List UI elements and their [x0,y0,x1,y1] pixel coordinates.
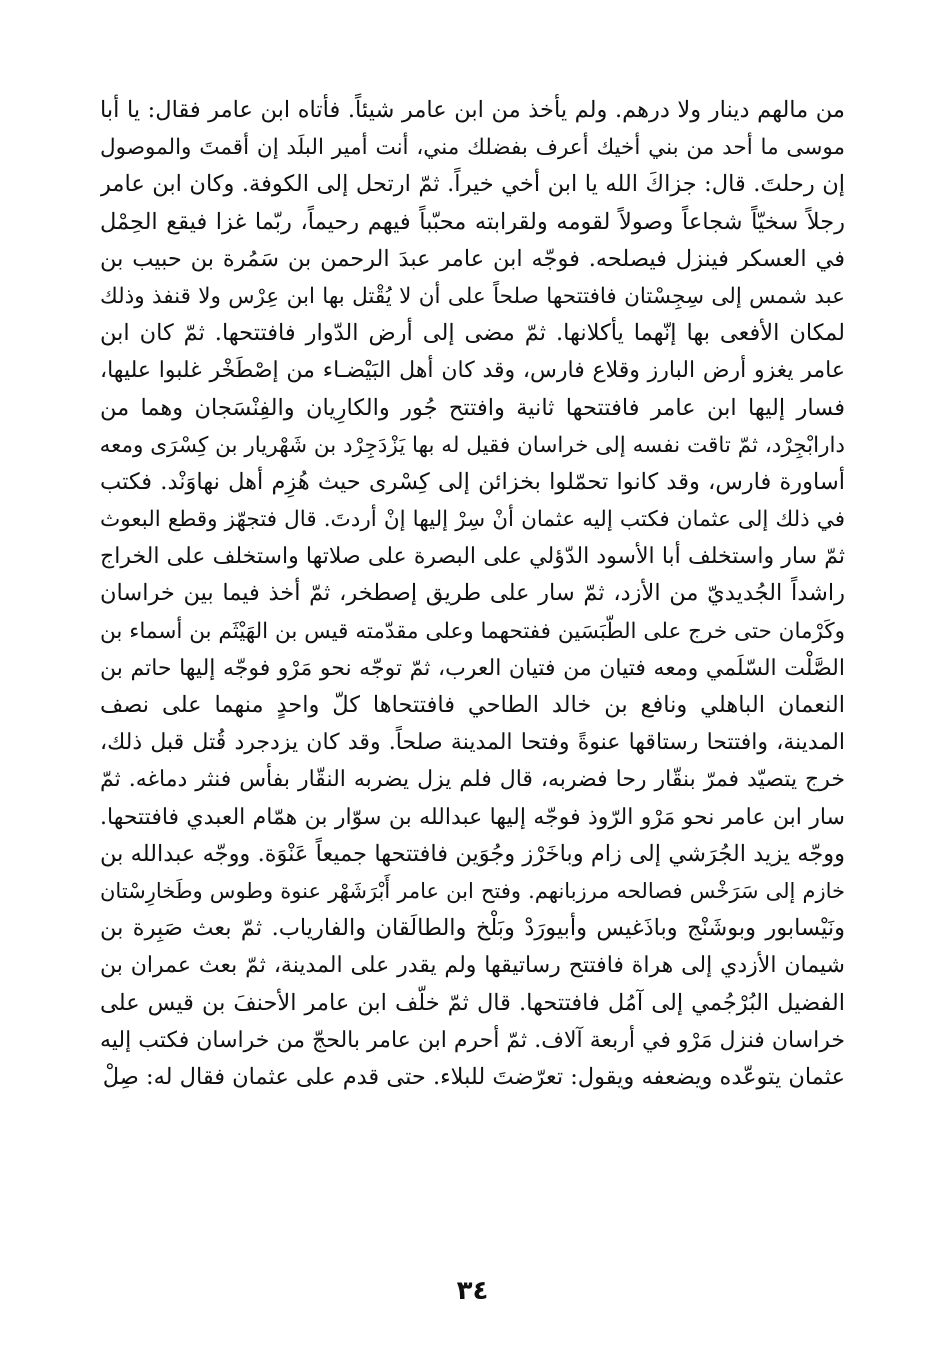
text-line: سار ابن عامر نحو مَرْو الرّوذ فوجّه إليها عبدالله بن سوّار بن همّام العبدي فافتتحها. [100,804,845,830]
text-line: خراسان فنزل مَرْو في أربعة آلاف. ثمّ أحرم ابن عامر بالحجّ من خراسان فكتب إليه [100,1027,845,1053]
text-line: لمكان الأفعى بها إنّهما يأكلانها. ثمّ مضى إلى أرض الدّوار فافتتحها. ثمّ كان ابن [100,320,845,347]
text-line: من مالهم دينار ولا درهم. ولم يأخذ من ابن عامر شيئاً. فأتاه ابن عامر فقال: يا أبا [100,97,845,123]
text-line: الصَّلْت السّلَمي ومعه فتيان من فتيان العرب، ثمّ توجّه نحو مَرْو فوجّه إليها حاتم بن [100,655,845,681]
page-number: ٣٤ [456,1276,489,1306]
text-line: شيمان الأزدي إلى هراة فافتتح رساتيقها ولم يقدر على المدينة، ثمّ بعث عمران بن [100,953,845,979]
text-line: ثمّ سار واستخلف أبا الأسود الدّؤلي على البصرة على صلاتها واستخلف على الخراج [100,544,845,570]
text-line: راشداً الجُديديّ من الأزد، ثمّ سار على طريق إصطخر، ثمّ أخذ فيما بين خراسان [100,580,845,607]
text-line: أساورة فارس، وقد كانوا تحمّلوا بخزائن إلى كِسْرى حيث هُزِم أهل نهاوَنْد. فكتب [100,468,845,495]
text-line: الفضيل البُرْجُمي إلى آمُل فافتتحها. قال ثمّ خلّف ابن عامر الأحنفَ بن قيس على [100,989,845,1016]
text-line: فسار إليها ابن عامر فافتتحها ثانية وافتتح جُور والكارِيان والفِنْسَجان وهما من [100,394,845,421]
text-line: المدينة، وافتتحا رستاقها عنوةً وفتحا المدينة صلحاً. وقد كان يزدجرد قُتل قبل ذلك، [100,730,845,756]
text-line: النعمان الباهلي ونافع بن خالد الطاحي فافتتحاها كلّ واحدٍ منهما على نصف [100,692,845,718]
text-line: إن رحلتَ. قال: جزاكَ الله يا ابن أخي خيراً. ثمّ ارتحل إلى الكوفة. وكان ابن عامر [100,171,845,198]
text-line: رجلاً سخيّاً شجاعاً وصولاً لقومه ولقرابته محبّباً فيهم رحيماً، ربّما غزا فيقع الحِمْل [100,208,845,235]
text-line: ونَيْسابور وبوشَنْج وباذَغيس وأبيورَدْ وبَلْخ والطالَقان والفارياب. ثمّ بعث صَبِرة بن [100,915,845,942]
text-line: وكَرْمان حتى خرج على الطّبَسَين ففتحهما وعلى مقدّمته قيس بن الهَيْثَم بن أسماء بن [100,618,845,644]
text-line: خرج يتصيّد فمرّ بنقّار رحا فضربه، قال فلم يزل يضربه النقّار بفأس فنثر دماغه. ثمّ [100,767,845,793]
text-line: في ذلك إلى عثمان فكتب إليه عثمان أنْ سِرْ إليها إنْ أردتَ. قال فتجهّز وقطع البعوث [100,507,845,533]
text-line: موسى ما أحد من بني أخيك أعرف بفضلك مني، أنت أمير البلَد إن أقمتَ والموصول [100,135,845,161]
text-line: دارابْجِرْد، ثمّ تاقت نفسه إلى خراسان فقيل له بها يَزْدَجِرْد بن شَهْريار بن كِسْرَى ومعه [100,432,845,458]
text-line: ووجّه يزيد الجُرَشي إلى زام وباخَرْز وجُوَين فافتتحها جميعاً عَنْوَة. ووجّه عبدالله بن [100,840,845,867]
text-line: خازم إلى سَرَخْس فصالحه مرزبانهم. وفتح ابن عامر أَبْرَشَهْر عنوة وطوس وطَخارِسْتان [100,878,845,903]
text-line: عثمان يتوعّده ويضعفه ويقول: تعرّضتَ للبلاء. حتى قدم على عثمان فقال له: صِلْ [102,1063,845,1090]
text-line: عبد شمس إلى سِجِسْتان فافتتحها صلحاً على أن لا يُقْتل بها ابن عِرْس ولا قنفذ وذلك [100,283,845,309]
text-line: عامر يغزو أرض البارز وقلاع فارس، وقد كان أهل البَيْضـاء من إصْطَخْر غلبوا عليها، [100,358,845,384]
text-line: في العسكر فينزل فيصلحه. فوجّه ابن عامر عبدَ الرحمن بن سَمُرة بن حبيب بن [100,245,845,272]
body-text [100,92,845,1096]
